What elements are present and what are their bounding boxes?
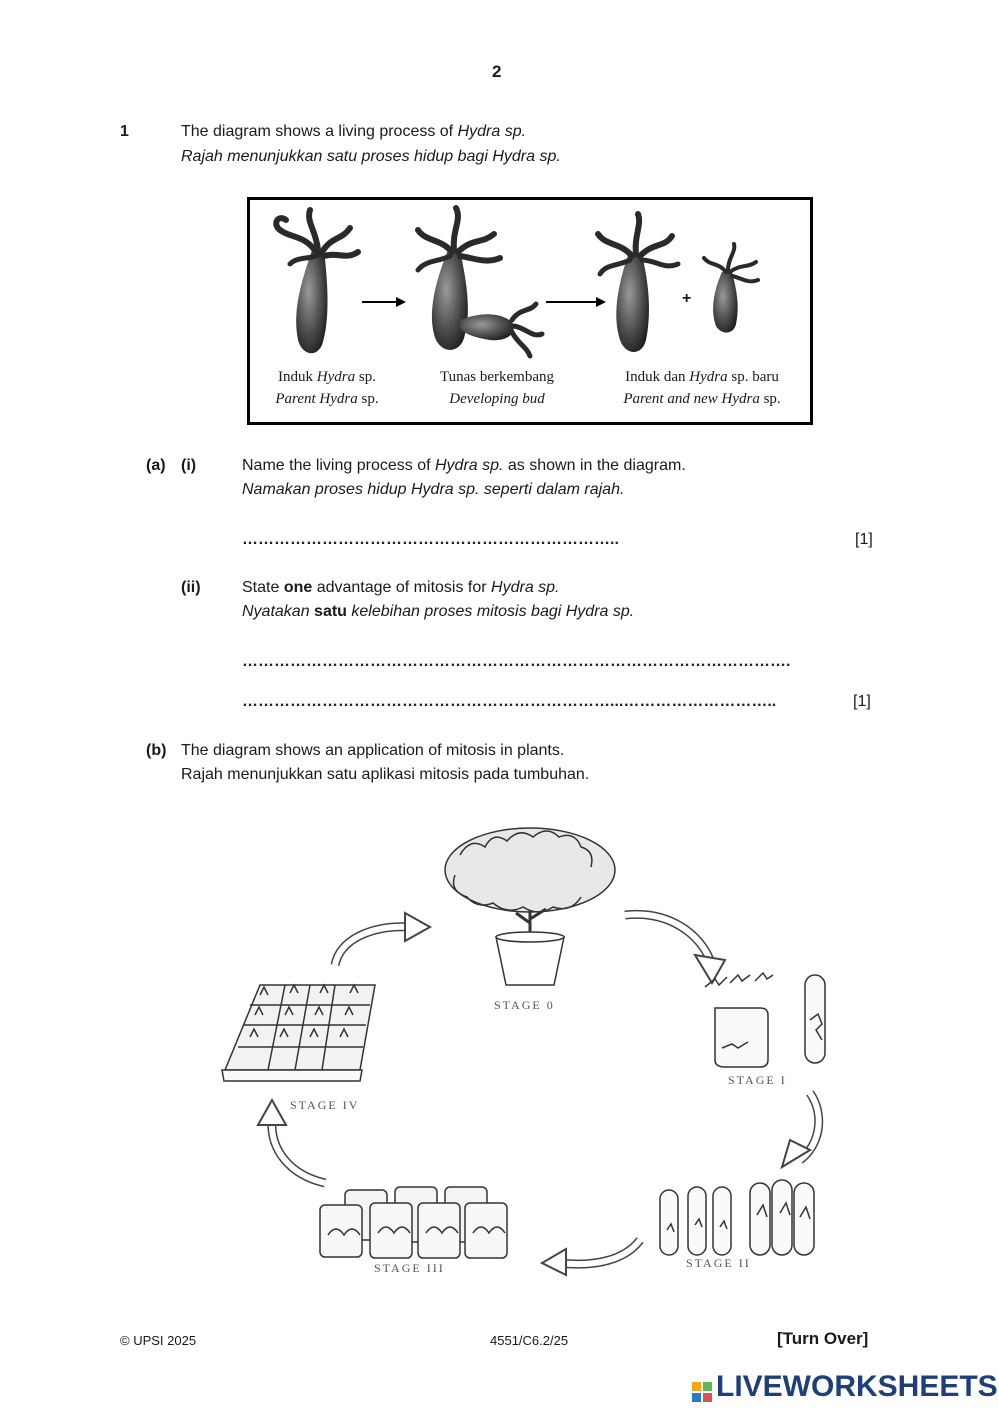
page-number: 2 <box>492 62 502 81</box>
hydra-parent-2 <box>598 214 678 352</box>
stage-2-test-tubes <box>660 1180 814 1255</box>
caption-parent-new-en: Parent and new Hydra sp. <box>623 391 781 407</box>
arrow-stage1-to-stage2 <box>782 1093 819 1167</box>
part-a-i-question-en: Name the living process of Hydra sp. as shown in the diagram. <box>242 457 686 474</box>
hydra-new <box>704 244 758 333</box>
part-a-i-answer-line[interactable]: …………………………………………………………….. <box>242 531 619 548</box>
arrow-stage2-to-stage3 <box>542 1240 640 1275</box>
part-a-ii-question-my: Nyatakan satu kelebihan proses mitosis bagi Hydra sp. <box>242 603 635 620</box>
hydra-diagram <box>247 197 813 425</box>
part-a-i-label: (i) <box>181 457 197 474</box>
footer-code: 4551/C6.2/25 <box>490 1333 569 1348</box>
caption-parent-new-my: Induk dan Hydra sp. baru <box>625 369 779 385</box>
part-b-label: (b) <box>146 742 167 759</box>
intro-en-text: The diagram shows a living process of <box>181 123 458 140</box>
arrow-right-2 <box>546 297 606 307</box>
part-b-text-my: Rajah menunjukkan satu aplikasi mitosis pada tumbuhan. <box>181 766 590 783</box>
caption-bud-my: Tunas berkembang <box>439 369 555 385</box>
hydra-budding <box>418 208 542 356</box>
liveworksheets-icon <box>692 1382 712 1402</box>
plus-sign: + <box>682 290 692 307</box>
stage-3-label: STAGE III <box>374 1261 445 1275</box>
footer-turn-over: [Turn Over] <box>777 1329 869 1348</box>
liveworksheets-wordmark: LIVEWORKSHEETS <box>716 1370 998 1403</box>
part-a-i-marks: [1] <box>855 531 873 548</box>
stage-0-label: STAGE 0 <box>494 998 555 1012</box>
question-intro-my: Rajah menunjukkan satu proses hidup bagi Hydra sp. <box>181 148 561 165</box>
part-a-i-question-my: Namakan proses hidup Hydra sp. seperti dalam rajah. <box>242 481 625 498</box>
arrow-right-1 <box>362 297 406 307</box>
caption-parent-new <box>604 366 800 410</box>
question-intro-en <box>181 120 526 144</box>
question-number: 1 <box>120 123 129 140</box>
stage-3-jars <box>320 1187 507 1258</box>
stage-1-label: STAGE I <box>728 1073 787 1087</box>
stage-2-label: STAGE II <box>686 1256 751 1270</box>
stage-1-explants <box>705 973 825 1067</box>
caption-bud <box>422 366 572 410</box>
part-b-text-en: The diagram shows an application of mitosis in plants. <box>181 742 565 759</box>
arrow-stage4-to-stage0 <box>335 913 430 965</box>
part-a-label: (a) <box>146 457 166 474</box>
caption-bud-en: Developing bud <box>449 391 545 407</box>
stage-4-label: STAGE IV <box>290 1098 360 1112</box>
part-a-ii-marks: [1] <box>853 693 871 710</box>
tissue-culture-diagram <box>200 815 850 1285</box>
arrow-stage0-to-stage1 <box>625 914 725 983</box>
caption-parent-en: Parent Hydra sp. <box>275 391 379 407</box>
stage-0-potted-plant <box>445 828 615 985</box>
caption-parent-my: Induk Hydra sp. <box>278 369 376 385</box>
caption-parent <box>262 366 392 410</box>
liveworksheets-logo <box>692 1370 998 1404</box>
part-a-ii-answer-line-1[interactable]: …………………………………………………………………………………………. <box>242 653 791 670</box>
intro-en-species: Hydra sp. <box>457 123 527 140</box>
part-a-ii-answer-line-2[interactable]: ……………………………………………………………...……………………….. <box>242 693 777 710</box>
hydra-parent-1 <box>276 210 358 353</box>
footer-copyright: © UPSI 2025 <box>120 1333 197 1348</box>
part-a-ii-label: (ii) <box>181 579 201 596</box>
stage-4-seedling-tray <box>222 985 375 1081</box>
part-a-ii-question-en: State one advantage of mitosis for Hydra sp. <box>242 579 560 596</box>
